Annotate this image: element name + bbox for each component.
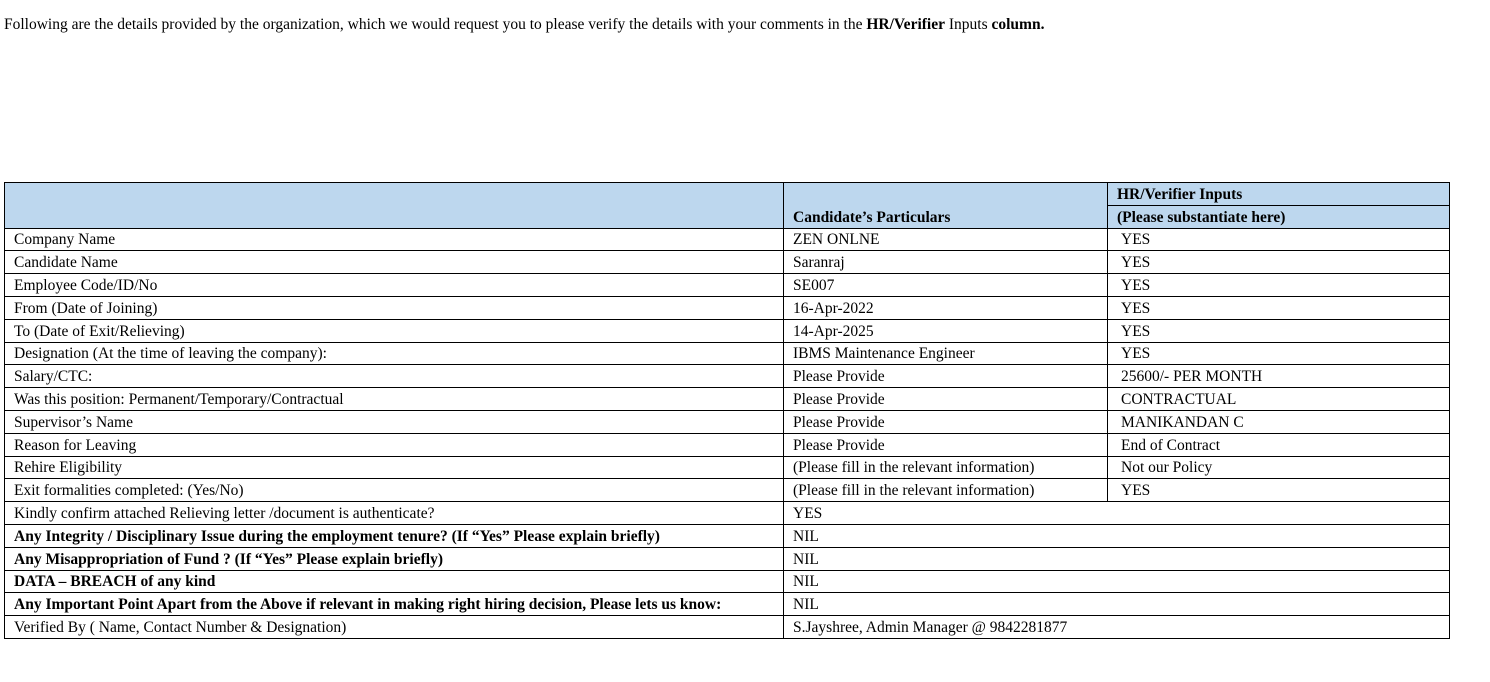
row-label: Candidate Name xyxy=(5,251,784,274)
row-particulars: Please Provide xyxy=(784,388,1108,411)
row-particulars: 16-Apr-2022 xyxy=(784,296,1108,319)
table-header-row xyxy=(5,183,1450,206)
table-row xyxy=(5,296,1450,319)
row-merged-value[interactable]: NIL xyxy=(784,593,1450,616)
header-label-cell xyxy=(5,183,784,229)
row-hr-input[interactable]: YES xyxy=(1108,479,1450,502)
intro-bold-hr-verifier: HR/Verifier xyxy=(866,16,945,33)
row-label: Rehire Eligibility xyxy=(5,456,784,479)
row-hr-input[interactable]: 25600/- PER MONTH xyxy=(1108,365,1450,388)
row-hr-input[interactable]: YES xyxy=(1108,319,1450,342)
table-row-merged xyxy=(5,616,1450,639)
row-label: Employee Code/ID/No xyxy=(5,274,784,297)
row-hr-input[interactable]: YES xyxy=(1108,228,1450,251)
row-particulars: IBMS Maintenance Engineer xyxy=(784,342,1108,365)
table-row xyxy=(5,319,1450,342)
table-row xyxy=(5,479,1450,502)
row-hr-input[interactable]: YES xyxy=(1108,296,1450,319)
row-label: From (Date of Joining) xyxy=(5,296,784,319)
table-row xyxy=(5,274,1450,297)
row-hr-input[interactable]: Not our Policy xyxy=(1108,456,1450,479)
table-row xyxy=(5,456,1450,479)
table-row xyxy=(5,251,1450,274)
table-row xyxy=(5,342,1450,365)
row-hr-input[interactable]: YES xyxy=(1108,342,1450,365)
row-label: Kindly confirm attached Relieving letter /document is authenticate? xyxy=(5,502,784,525)
row-particulars: Please Provide xyxy=(784,433,1108,456)
row-hr-input[interactable]: MANIKANDAN C xyxy=(1108,410,1450,433)
row-merged-value[interactable]: S.Jayshree, Admin Manager @ 9842281877 xyxy=(784,616,1450,639)
intro-bold-column: column. xyxy=(991,16,1045,33)
row-particulars: (Please fill in the relevant information) xyxy=(784,479,1108,502)
row-merged-value[interactable]: NIL xyxy=(784,570,1450,593)
row-particulars: Please Provide xyxy=(784,365,1108,388)
table-row xyxy=(5,433,1450,456)
row-label: Verified By ( Name, Contact Number & Designation) xyxy=(5,616,784,639)
header-candidate-particulars: Candidate’s Particulars xyxy=(784,183,1108,229)
intro-part1: Following are the details provided by the organization, which we would request you to please verify the details with your comments in the xyxy=(4,16,867,33)
row-label: Supervisor’s Name xyxy=(5,410,784,433)
row-label: DATA – BREACH of any kind xyxy=(5,570,784,593)
row-label: Company Name xyxy=(5,228,784,251)
row-label: Exit formalities completed: (Yes/No) xyxy=(5,479,784,502)
intro-text xyxy=(4,16,1044,34)
row-merged-value[interactable]: NIL xyxy=(784,547,1450,570)
row-label: Any Integrity / Disciplinary Issue during the employment tenure? (If “Yes” Please explain briefly) xyxy=(5,524,784,547)
row-hr-input[interactable]: End of Contract xyxy=(1108,433,1450,456)
table-row xyxy=(5,410,1450,433)
intro-part2: Inputs xyxy=(944,16,992,33)
table-row-merged xyxy=(5,593,1450,616)
verification-table xyxy=(4,182,1450,639)
table-row-merged xyxy=(5,524,1450,547)
row-label: To (Date of Exit/Relieving) xyxy=(5,319,784,342)
row-hr-input[interactable]: YES xyxy=(1108,251,1450,274)
row-particulars: ZEN ONLNE xyxy=(784,228,1108,251)
table-row-merged xyxy=(5,570,1450,593)
row-label: Designation (At the time of leaving the company): xyxy=(5,342,784,365)
row-label: Any Important Point Apart from the Above if relevant in making right hiring decision, Please lets us know: xyxy=(5,593,784,616)
row-particulars: (Please fill in the relevant information) xyxy=(784,456,1108,479)
header-hr-verifier-inputs: HR/Verifier Inputs xyxy=(1108,183,1450,206)
row-merged-value[interactable]: YES xyxy=(784,502,1450,525)
row-label: Salary/CTC: xyxy=(5,365,784,388)
table-row xyxy=(5,228,1450,251)
header-please-substantiate: (Please substantiate here) xyxy=(1108,205,1450,228)
table-row-merged xyxy=(5,502,1450,525)
row-label: Any Misappropriation of Fund ? (If “Yes” Please explain briefly) xyxy=(5,547,784,570)
row-particulars: 14-Apr-2025 xyxy=(784,319,1108,342)
row-hr-input[interactable]: YES xyxy=(1108,274,1450,297)
row-particulars: Please Provide xyxy=(784,410,1108,433)
row-particulars: Saranraj xyxy=(784,251,1108,274)
row-merged-value[interactable]: NIL xyxy=(784,524,1450,547)
table-row xyxy=(5,388,1450,411)
row-hr-input[interactable]: CONTRACTUAL xyxy=(1108,388,1450,411)
table-row-merged xyxy=(5,547,1450,570)
row-label: Was this position: Permanent/Temporary/Contractual xyxy=(5,388,784,411)
row-label: Reason for Leaving xyxy=(5,433,784,456)
table-row xyxy=(5,365,1450,388)
row-particulars: SE007 xyxy=(784,274,1108,297)
